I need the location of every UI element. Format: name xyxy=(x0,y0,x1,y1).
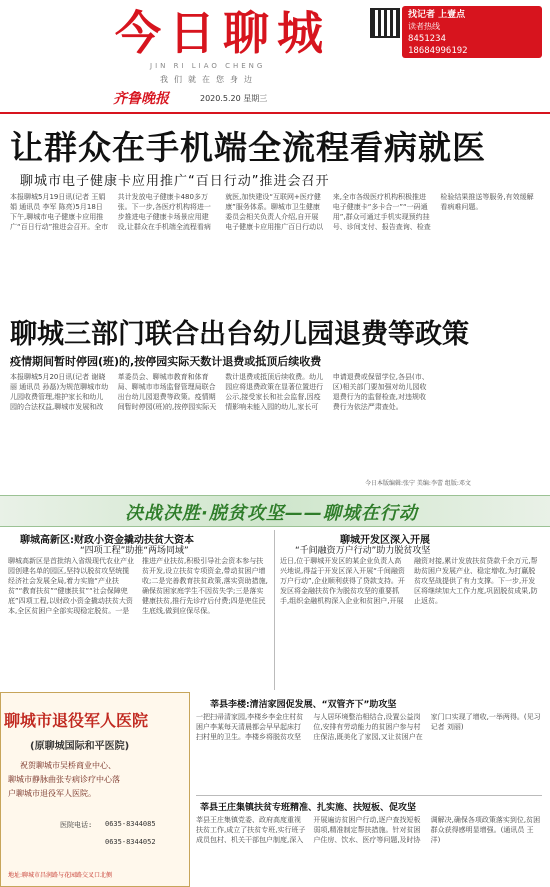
right-section-sub: “千间融资万户行动”助力脱贫攻坚 xyxy=(295,546,431,556)
headline-second: 聊城三部门联合出台幼儿园退费等政策 xyxy=(10,319,469,350)
right-section-head: 聊城开发区深入开展 xyxy=(340,535,430,546)
left-section-body: 聊城高新区是首批纳入省级现代农业产业园创建名单的园区,坚持以脱贫攻坚统揽经济社会发展全局,着力实施“产业扶贫”“教育扶贫”“健康扶贫”“社会保障兜底”四项工程,以财政小资金撬动扶贫大资本,全区贫困户全部实现稳定脱贫。一是推进产业扶贫,积极引导社会资本参与扶贫开发,设立扶贫专项资金,带动贫困户增收;二是完善教育扶贫政策,落实资助措施,确保贫困家庭学生不因贫失学;三是落实健康扶贫,推行先诊疗后付费;四是兜住民生底线,做到应保尽保。 xyxy=(8,557,268,615)
paper-name: 齐鲁晚报 xyxy=(113,91,169,107)
story-b-head: 莘县王庄集镇扶贫专班精准、扎实施、扶短板、促攻坚 xyxy=(200,803,417,813)
story-2-body: 本报聊城5月20日讯(记者 谢晓丽 通讯员 孙磊)为规范聊城市幼儿园收费管理,维护家长和幼儿园的合法权益,聊城市发展和改革委员会、聊城市教育和体育局、聊城市市场监督管理局联合出台幼儿园退费等政策。疫情期间暂时停园(班)的,按停园实际天数计退费或抵顶后续收费。幼儿园应将退费政策在显著位置进行公示,接受家长和社会监督,因疫情影响未能入园的幼儿,家长可申请退费或保留学位,各县(市、区)相关部门要加强对幼儿园收退费行为的监督检查,对违规收费行为依法严肃查处。 xyxy=(10,373,429,411)
ad-phone-1: 0635-8344085 xyxy=(105,820,156,828)
hotline-number-1: 8451234 xyxy=(408,34,446,44)
ad-line-3: 户聊城市退役军人医院。 xyxy=(8,789,96,798)
subhead-main: 聊城市电子健康卡应用推广“百日行动”推进会召开 xyxy=(20,174,330,189)
masthead-pinyin: JIN RI LIAO CHENG xyxy=(150,62,266,70)
story-divider xyxy=(196,795,542,796)
banner-label: 决战决胜·脱贫攻坚——聊城在行动 xyxy=(125,503,418,524)
ad-subtitle: (原聊城国际和平医院) xyxy=(30,741,130,752)
masthead-rule xyxy=(0,112,550,114)
story-a-body: 一把扫帚清家园,李楼乡李金庄村贫困户李某每天清晨都会早早起床打扫村里的卫生。李楼乡将脱贫攻坚与人居环境整治相结合,设置公益岗位,安排有劳动能力的贫困户参与村庄保洁,既美化了家园,又让贫困户在家门口实现了增收,一举两得。(见习记者 刘丽) xyxy=(196,713,541,741)
page-credit: 今日本版编辑:张宁 美编:李蕾 组版:邓文 xyxy=(365,480,471,487)
left-section-head: 聊城高新区:财政小资金撬动扶贫大资本 xyxy=(20,535,194,546)
ad-line-1: 祝贺聊城市吴桥商业中心、 xyxy=(20,761,116,770)
ad-line-2: 聊城市静脉曲张专病诊疗中心落 xyxy=(8,775,120,784)
masthead-slogan: 我们就在您身边 xyxy=(160,75,258,84)
story-b-body: 莘县王庄集镇党委、政府高度重视扶贫工作,成立了扶贫专班,实行班子成员包村、机关干部包户制度,深入开展遍访贫困户行动,逐户查找短板弱项,精准制定帮扶措施。针对贫困户住房、饮水、医疗等问题,及时协调解决,确保各项政策落实到位,贫困群众获得感明显增强。(通讯员 王洋) xyxy=(196,816,541,844)
reader-hotline-box xyxy=(402,6,542,58)
ad-phone-label: 医院电话: xyxy=(60,821,93,829)
right-section-body: 近日,位于聊城开发区的某企业负责人高兴地说,得益于开发区深入开展“千间融资万户行动”,企业顺利获得了贷款支持。开发区将金融扶贫作为脱贫攻坚的重要抓手,组织金融机构深入企业和贫困户,开展融资对接,累计发放扶贫贷款千余万元,帮助贫困户发展产业、稳定增收,为打赢脱贫攻坚战提供了有力支撑。下一步,开发区将继续加大工作力度,巩固脱贫成果,防止返贫。 xyxy=(280,557,538,605)
issue-date: 2020.5.20 星期三 xyxy=(200,94,268,103)
hotline-label: 找记者 上壹点 xyxy=(408,10,466,20)
left-section-sub: “四项工程”助推“两场同域” xyxy=(80,546,189,556)
ad-address: 地址:聊城市昌润路与花园路交叉口北侧 xyxy=(8,872,113,879)
hotline-sub: 读者热线 xyxy=(408,22,440,31)
ad-title: 聊城市退役军人医院 xyxy=(4,711,149,730)
column-divider xyxy=(274,530,275,690)
masthead-title: 今日聊城 xyxy=(115,6,331,60)
qr-code-icon xyxy=(370,8,400,38)
headline-main: 让群众在手机端全流程看病就医 xyxy=(10,128,486,167)
story-1-body: 本报聊城5月19日讯(记者 王娟娟 通讯员 李军 陈亮)5月18日下午,聊城市电子健康卡应用推广“百日行动”推进会召开。全市共计发放电子健康卡480多万张。下一步,各医疗机构将进一步推进电子健康卡场景应用建设,让群众在手机端全流程看病就医,加快建设“互联网+医疗健康”服务体系。聊城市卫生健康委员会相关负责人介绍,自开展电子健康卡应用推广百日行动以来,全市各级医疗机构积极推进电子健康卡“多卡合一”“一码通用”,群众可通过手机实现预约挂号、诊间支付、报告查询、检查检验结果推送等服务,有效缓解看病难问题。 xyxy=(10,193,534,231)
hotline-number-2: 18684996192 xyxy=(408,46,468,56)
ad-phone-2: 0635-8344052 xyxy=(105,838,156,846)
story-a-head: 莘县李楼:清洁家园促发展、“双管齐下”助攻坚 xyxy=(210,700,397,710)
subhead-second: 疫情期间暂时停园(班)的,按停园实际天数计退费或抵顶后续收费 xyxy=(10,355,322,368)
